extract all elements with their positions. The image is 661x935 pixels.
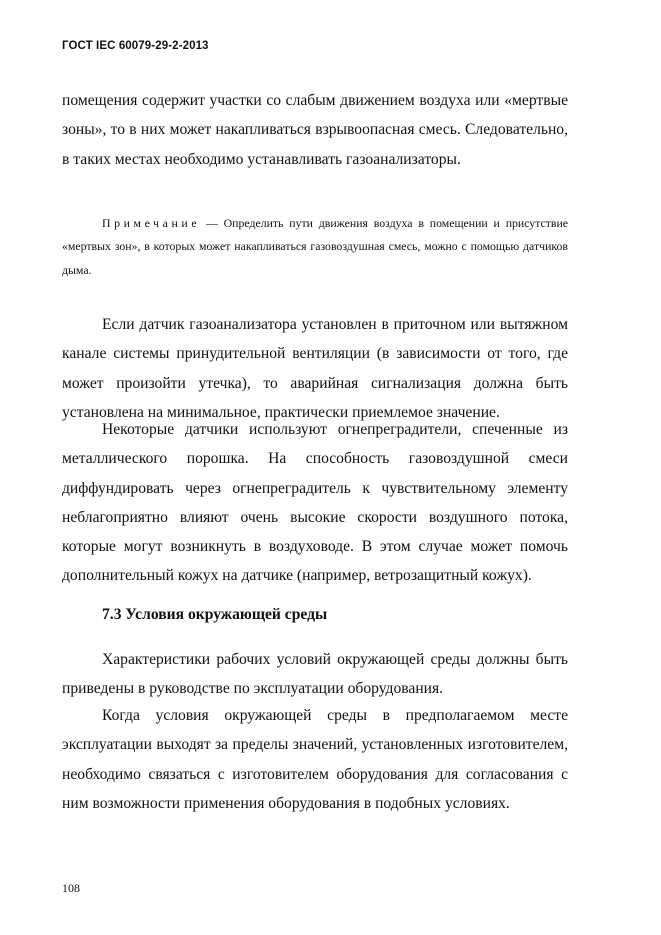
page-number: 108 [62, 881, 80, 895]
note-text: Определить пути движения воздуха в помещении и присутствие «мертвых зон», в которых может накапливаться газовоздушная смесь, можно с помощью датчиков дыма. [62, 216, 569, 277]
paragraph-sensor-ventilation: Если датчик газоанализатора установлен в приточном или вытяжном канале системы принудительной вентиляции (в зависимости от того, где может произойти утечка), то аварийная сигнализация должна быть установлена на минимальное, практически приемлемое значение. [62, 316, 568, 421]
section-heading: 7.3 Условия окружающей среды [102, 606, 328, 623]
paragraph-continuation: помещения содержит участки со слабым движением воздуха или «мертвые зоны», то в них может накапливаться взрывоопасная смесь. Следовательно, в таких местах необходимо устанавливать газоанализаторы. [62, 92, 568, 168]
note-dash: — [200, 216, 224, 230]
note-label: Примечание [102, 216, 201, 230]
note-block [62, 212, 568, 282]
document-header: ГОСТ IEC 60079-29-2-2013 [62, 40, 209, 52]
paragraph-environment-characteristics: Характеристики рабочих условий окружающей среды должны быть приведены в руководстве по эксплуатации оборудования. [62, 651, 568, 698]
paragraph-flame-arrestors: Некоторые датчики используют огнепреградители, спеченные из металлического порошка. На способность газовоздушной смеси диффундировать через огнепреградитель к чувствительному элементу неблагоприятно влияют очень высокие скорости воздушного потока, которые могут возникнуть в воздуховоде. В этом случае может помочь дополнительный кожух на датчике (например, ветрозащитный кожух). [62, 421, 568, 585]
paragraph-environment-conditions: Когда условия окружающей среды в предполагаемом месте эксплуатации выходят за пределы значений, установленных изготовителем, необходимо связаться с изготовителем оборудования для согласования с ним возможности применения оборудования в подобных условиях. [62, 707, 568, 812]
